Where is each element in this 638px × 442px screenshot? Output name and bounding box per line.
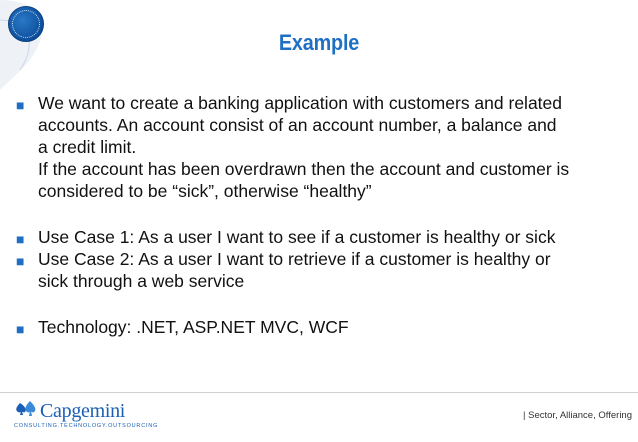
bullet-line: Use Case 1: As a user I want to see if a customer is healthy or sick (38, 227, 556, 247)
slide-title: Example (278, 30, 360, 55)
bullet-line: If the account has been overdrawn then the account and customer is (38, 159, 570, 179)
bullet-list (16, 92, 636, 338)
bullet-line: Use Case 2: As a user I want to retrieve if a customer is healthy or (38, 249, 551, 269)
bullet-banking-app (16, 92, 636, 202)
bullet-use-case-2 (16, 248, 636, 292)
bullet-use-case-1 (16, 226, 636, 248)
bullet-line: We want to create a banking application with customers and related (38, 93, 563, 113)
square-bullet-icon: ■ (16, 97, 25, 113)
footer-label: | Sector, Alliance, Offering (523, 410, 632, 421)
square-bullet-icon: ■ (16, 321, 25, 337)
square-bullet-icon: ■ (16, 231, 25, 247)
bullet-line: Technology: .NET, ASP.NET MVC, WCF (38, 317, 349, 337)
footer-divider (0, 392, 638, 393)
bullet-line: a credit limit. (38, 137, 137, 157)
square-bullet-icon: ■ (16, 253, 25, 269)
logo-tagline: CONSULTING.TECHNOLOGY.OUTSOURCING (14, 423, 159, 429)
bullet-line: considered to be “sick”, otherwise “healthy” (38, 181, 372, 201)
capgemini-spades-icon (14, 400, 40, 420)
bullet-line: accounts. An account consist of an account number, a balance and (38, 115, 557, 135)
logo-wordmark: Capgemini (40, 400, 126, 422)
bullet-line: sick through a web service (38, 271, 245, 291)
capgemini-logo (14, 398, 159, 432)
bullet-technology (16, 316, 636, 338)
